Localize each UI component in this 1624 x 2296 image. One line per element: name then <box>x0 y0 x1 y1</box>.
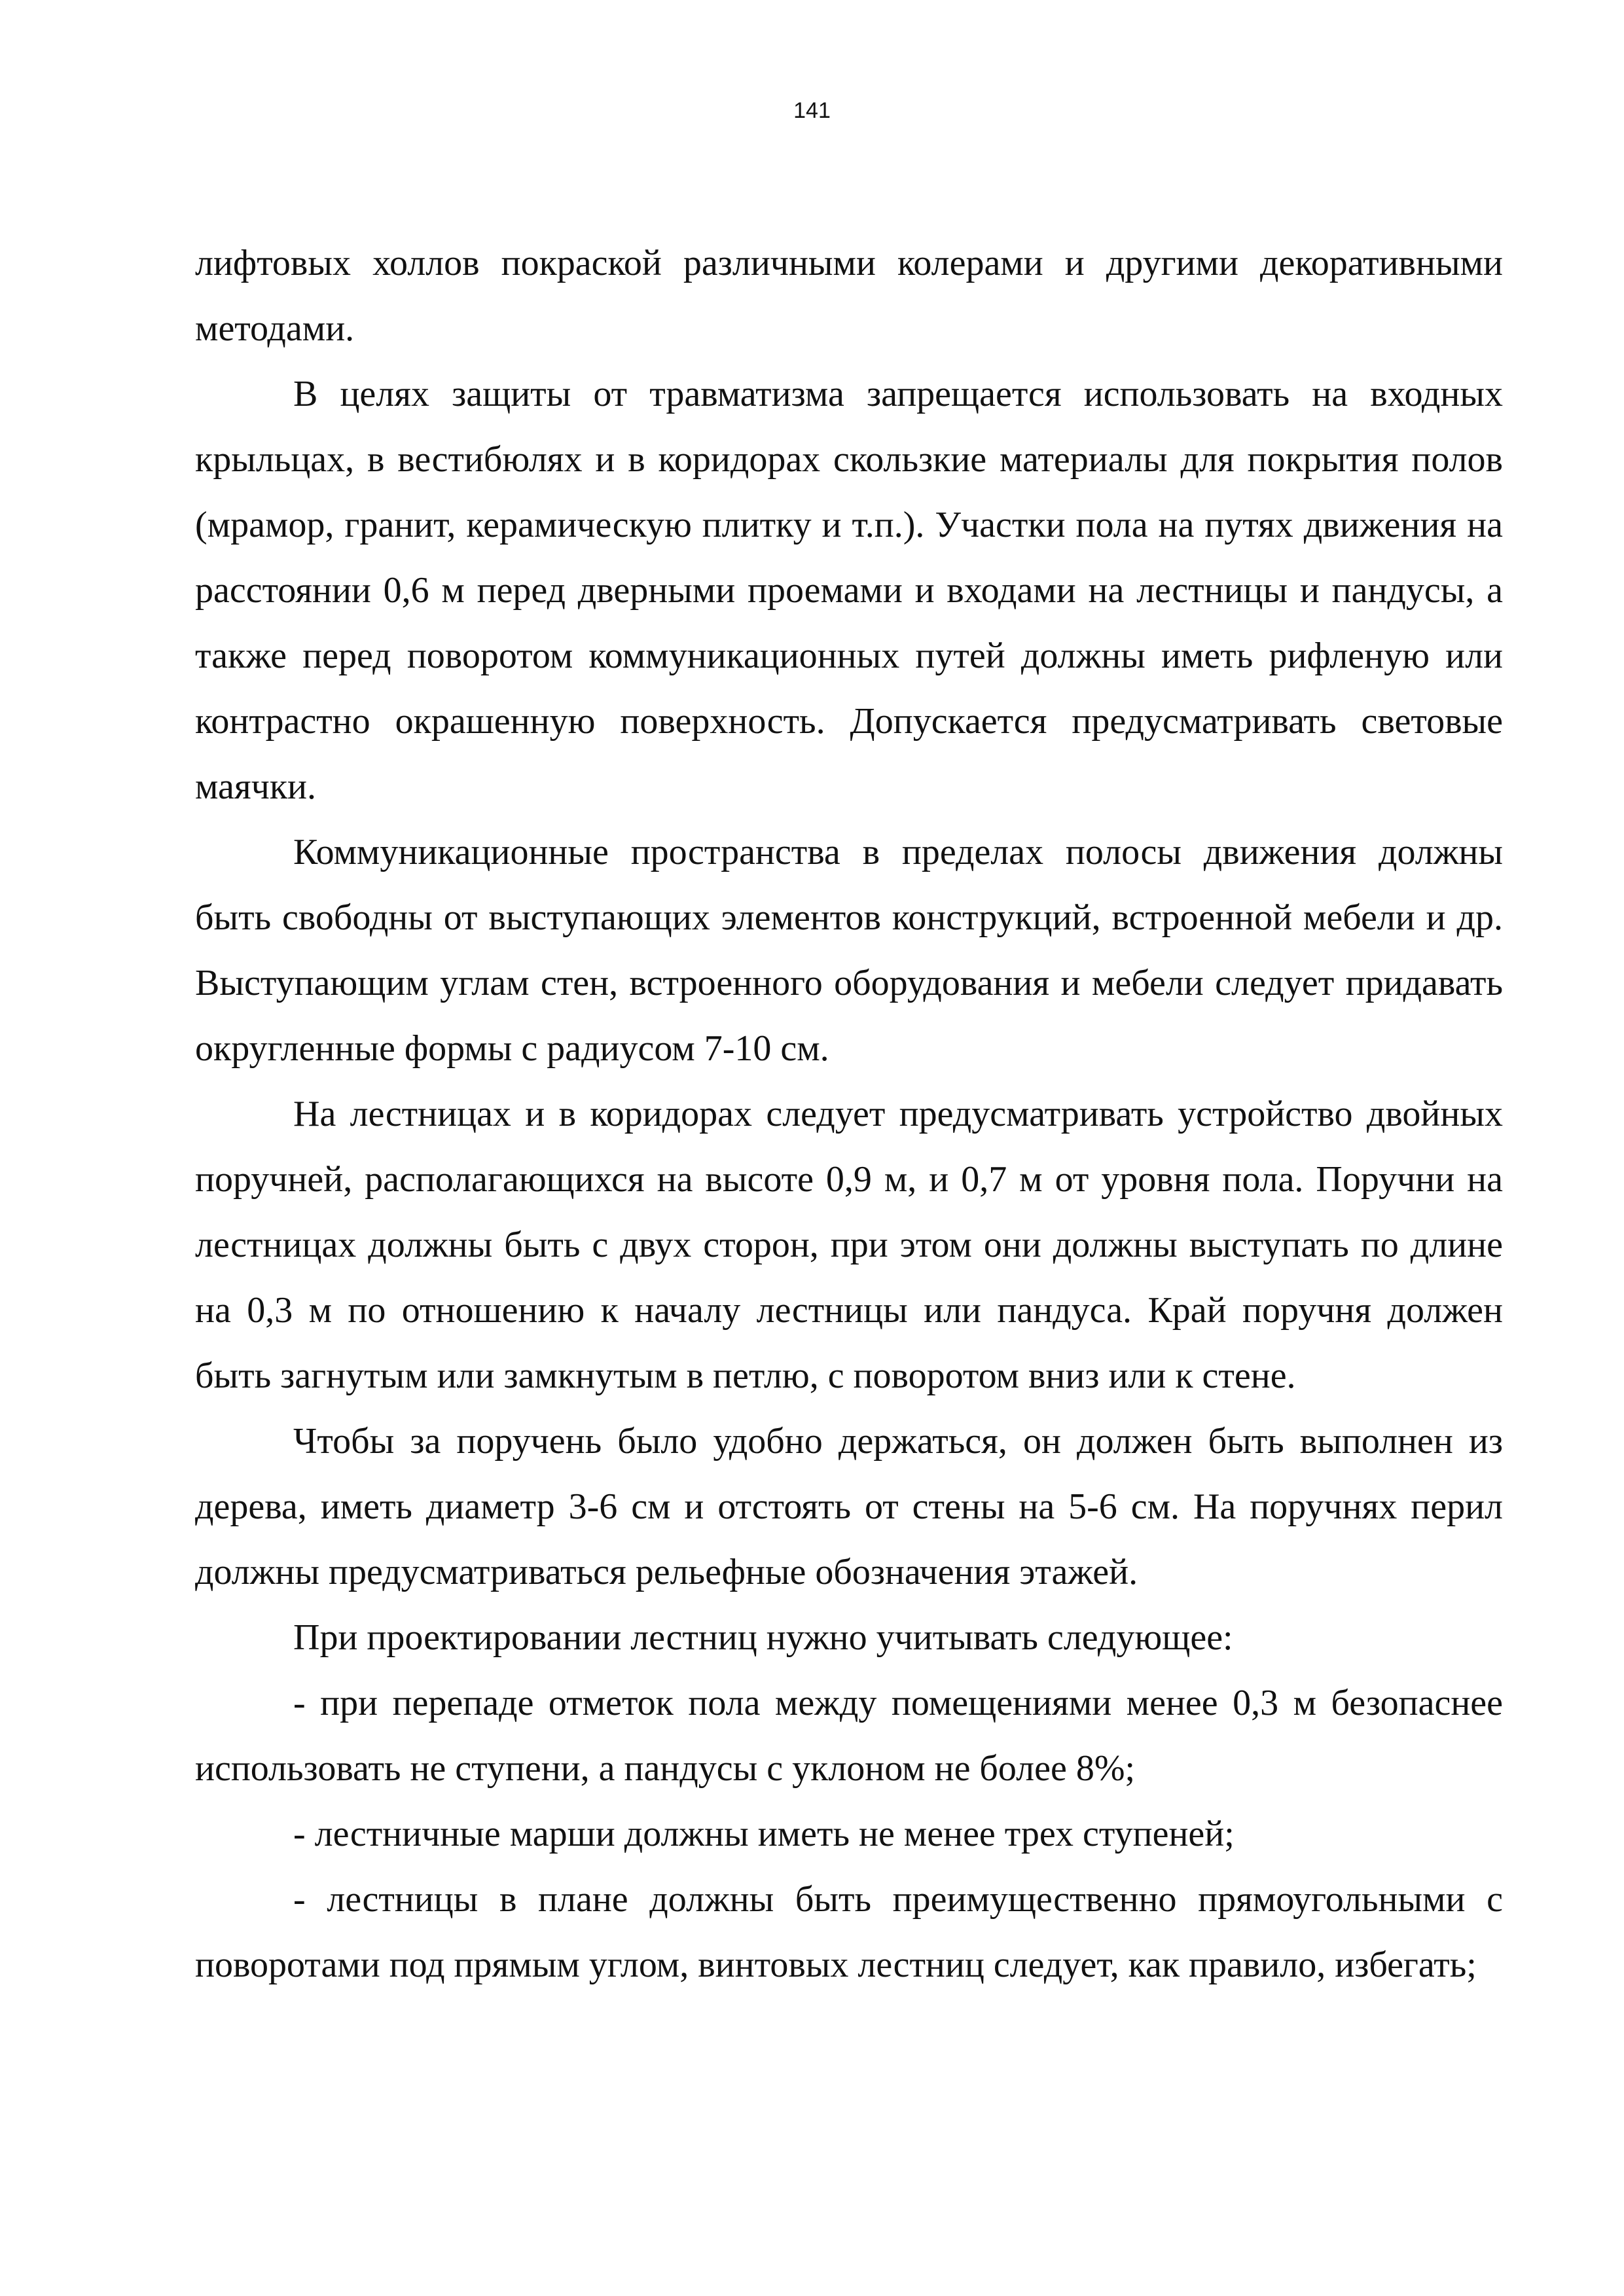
list-item-3: - лестницы в плане должны быть преимущественно прямоугольными с поворотами под прямым углом, винтовых лестниц следует, как правило, избегать; <box>195 1879 1503 1985</box>
paragraph-3: Коммуникационные пространства в пределах полосы движения должны быть свободны от выступающих элементов конструкций, встроенной мебели и др. Выступающим углам стен, встроенного оборудования и мебели следует придавать округленные формы с радиусом 7-10 см. <box>195 832 1503 1069</box>
paragraph-1: лифтовых холлов покраской различными колерами и другими декоративными методами. <box>195 243 1503 349</box>
body-text <box>195 230 1503 1998</box>
paragraph-5: Чтобы за поручень было удобно держаться, он должен быть выполнен из дерева, иметь диаметр 3-6 см и отстоять от стены на 5-6 см. На поручнях перил должны предусматриваться рельефные обозначения этажей. <box>195 1421 1503 1592</box>
list-item-1: - при перепаде отметок пола между помещениями менее 0,3 м безопаснее использовать не ступени, а пандусы с уклоном не более 8%; <box>195 1683 1503 1789</box>
paragraph-4: На лестницах и в коридорах следует предусматривать устройство двойных поручней, располагающихся на высоте 0,9 м, и 0,7 м от уровня пола. Поручни на лестницах должны быть с двух сторон, при этом они должны выступать по длине на 0,3 м по отношению к началу лестницы или пандуса. Край поручня должен быть загнутым или замкнутым в петлю, с поворотом вниз или к стене. <box>195 1094 1503 1396</box>
paragraph-2: В целях защиты от травматизма запрещается использовать на входных крыльцах, в вестибюлях и в коридорах скользкие материалы для покрытия полов (мрамор, гранит, керамическую плитку и т.п.). Участки пола на путях движения на расстоянии 0,6 м перед дверными проемами и входами на лестницы и пандусы, а также перед поворотом коммуникационных путей должны иметь рифленую или контрастно окрашенную поверхность. Допускается предусматривать световые маячки. <box>195 374 1503 807</box>
list-item-2: - лестничные марши должны иметь не менее трех ступеней; <box>293 1814 1235 1854</box>
paragraph-6: При проектировании лестниц нужно учитывать следующее: <box>293 1617 1233 1658</box>
page-number: 141 <box>793 98 831 123</box>
